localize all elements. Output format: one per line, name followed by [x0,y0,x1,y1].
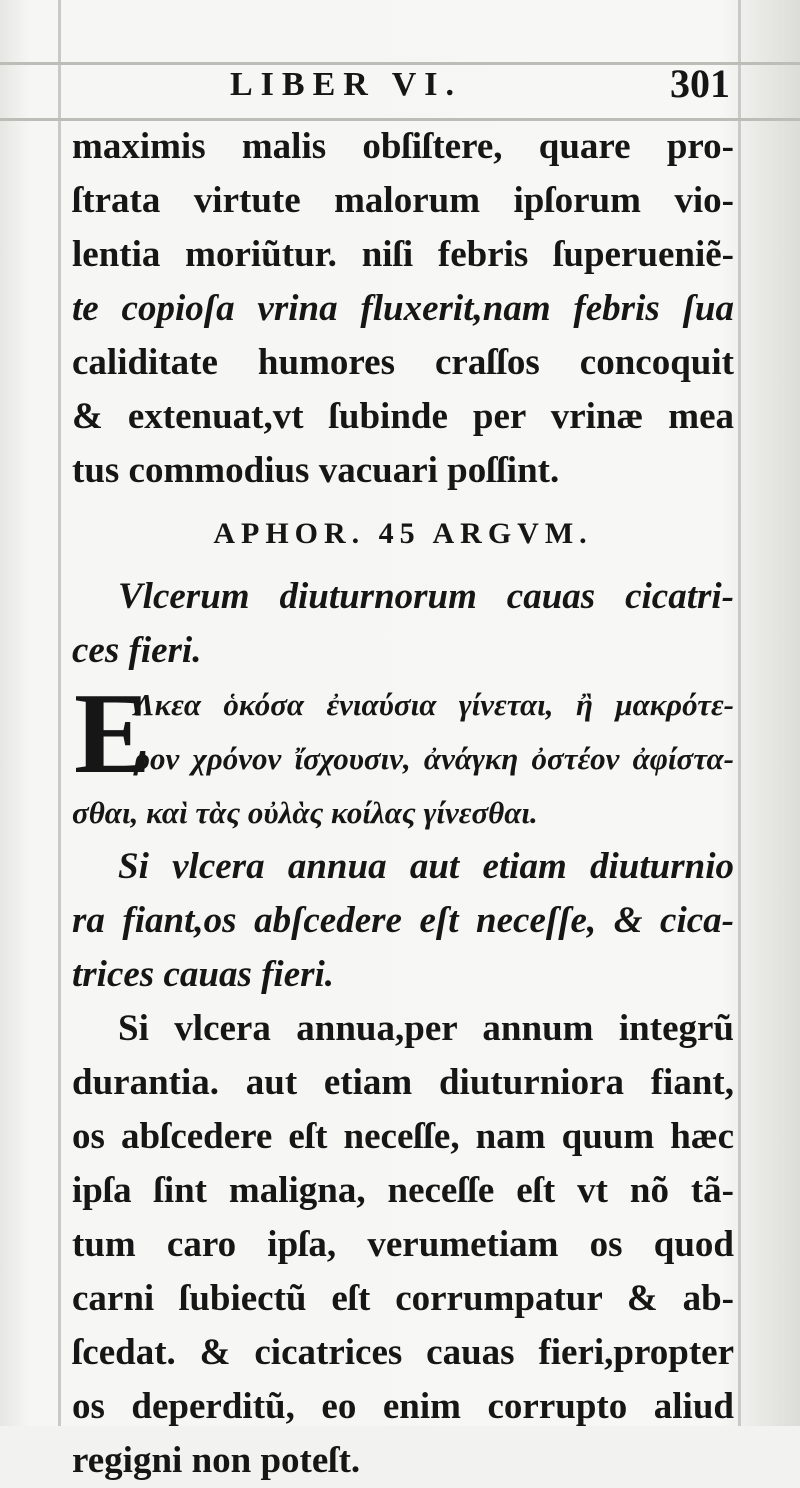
commentary-line: durantia. aut etiam diuturniora fiant, [72,1062,734,1103]
text-line: tus commodius vacuari poſſint. [72,450,560,491]
commentary-line: Si vlcera annua,per annum integrũ [118,1008,734,1049]
margin-rule-left [58,0,61,1426]
dropcap-initial: E [74,670,152,798]
commentary-line: os abſcedere eſt neceſſe, nam quum hæc [72,1116,734,1157]
commentary-line: ipſa ſint maligna, neceſſe eſt vt nõ tã- [72,1170,734,1211]
commentary-line: ſcedat. & cicatrices cauas fieri,propter [72,1332,734,1373]
text-line: ſtrata virtute malorum ipſorum vio- [72,180,734,221]
commentary-line: carni ſubiectũ eſt corrumpatur & ab- [72,1278,734,1319]
commentary [72,1002,734,1488]
text-line: maximis malis obſiſtere, quare pro- [72,126,734,167]
translation-line: ra fiant,os abſcedere eſt neceſſe, & cica- [72,900,734,941]
translation-line: Si vlcera annua aut etiam diuturnio [118,846,734,887]
argument-line: ces fieri. [72,630,202,671]
text-line: caliditate humores craſſos concoquit [72,342,734,383]
latin-translation [72,840,734,1002]
commentary-line: regigni non poteſt. [72,1440,361,1481]
text-line: & extenuat,vt ſubinde per vrinæ mea [72,396,734,437]
greek-line: σθαι, καὶ τὰς οὐλὰς κοίλας γίνεσθαι. [72,795,538,830]
text-line: te copioſa vrina fluxerit,nam febris ſua [72,288,734,329]
margin-rule-right [738,0,741,1426]
paragraph-commentary-continued [72,120,734,498]
text-block [72,120,734,1488]
greek-line: Λκεα ὁκόσα ἐνιαύσια γίνεται, ἢ μακρότε- [134,687,734,722]
page-number: 301 [670,61,730,106]
text-line [72,228,734,282]
aphorism-heading: APHOR. 45 ARGVM. [213,517,593,550]
greek-line: ρον χρόνον ἴσχουσιν, ἀνάγκη ὀστέον ἀφίστα- [134,741,734,776]
argument-line: Vlcerum diuturnorum cauas cicatri- [118,576,734,617]
running-head: LIBER VI. [230,66,462,103]
aphorism-argument [72,570,734,678]
translation-line: trices cauas fieri. [72,954,335,995]
commentary-line: tum caro ipſa, verumetiam os quod [72,1224,734,1265]
page-header [70,58,740,108]
commentary-line: os deperditũ, eo enim corrupto aliud [72,1386,734,1427]
text-line-roman: lentia moriũtur. niſi febris ſuperueniẽ- [72,234,734,275]
greek-aphorism [72,670,734,840]
